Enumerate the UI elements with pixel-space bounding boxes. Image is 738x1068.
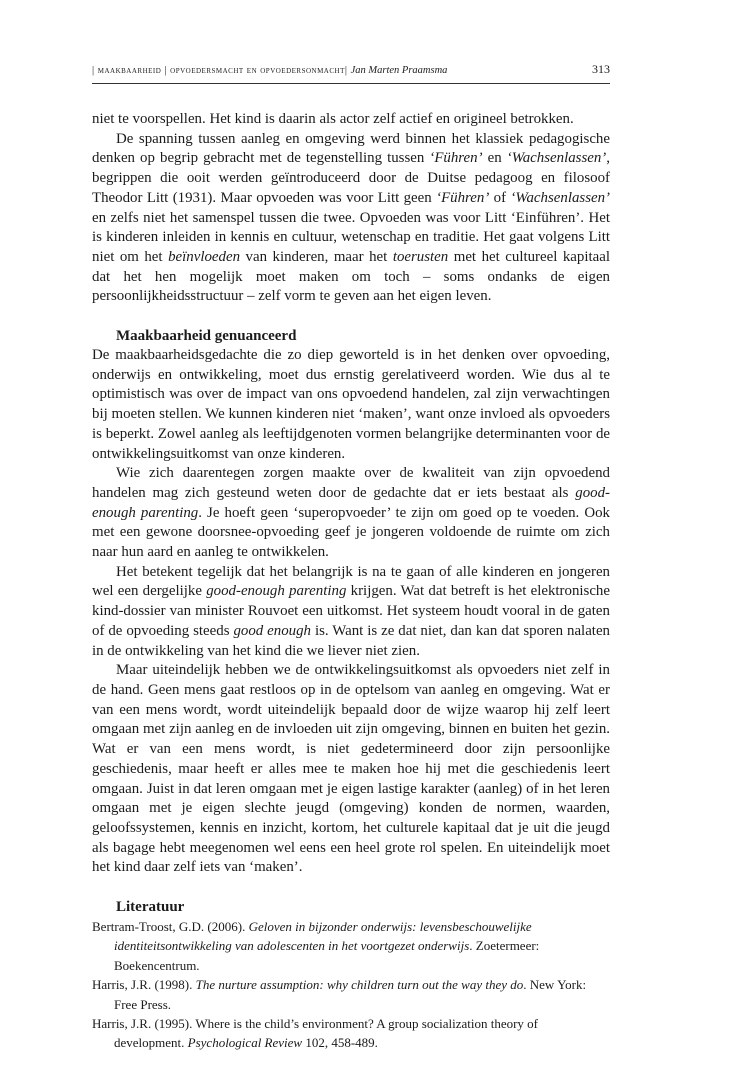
reference-list	[92, 917, 610, 1053]
italic-term: beïnvloeden	[168, 248, 241, 265]
page-number: 313	[592, 62, 610, 76]
text-run: en zelfs niet het samenspel tussen die twee. Opvoeden was voor Litt ‘Einführen’. Het is kinderen inleiden in kennis en cultuur, wetenschap en traditie. Het gaat volgens Litt niet om het	[92, 209, 610, 265]
paragraph-good-enough	[92, 464, 610, 563]
italic-term: ‘Führen’	[429, 150, 483, 167]
text-run: , begrippen die ooit werden geïntroduceerd door de Duitse pedagoog en filosoof Theodor Litt (1931). Maar opvoeden was voor Litt geen	[92, 150, 610, 206]
reference-item	[92, 1014, 610, 1053]
reference-title: Psychological Review	[187, 1035, 303, 1051]
header-separator: |	[344, 65, 351, 76]
reference-title: The nurture assumption: why children turn out the way they do	[195, 977, 524, 993]
book-page	[92, 62, 610, 1053]
text-run: is. Want is ze dat niet, dan kan dat sporen nalaten in de ontwikkeling van het kind die we liever niet zien.	[92, 622, 610, 659]
text-run: . Je hoeft geen ‘superopvoeder’ te zijn om goed op te voeden. Ook met een gewone doorsnee-opvoeding geef je jongeren voldoende de ruimte om zich naar hun aard en aanleg te ontwikkelen.	[92, 504, 610, 561]
italic-term: toerusten	[392, 248, 449, 265]
italic-term: ‘Wachsenlassen’	[510, 189, 610, 206]
reference-publisher: . New York: Free Press.	[114, 977, 587, 1012]
section-heading: Maakbaarheid genuanceerd	[116, 328, 297, 345]
italic-term: good enough	[233, 622, 312, 639]
italic-term: good-enough parenting	[92, 484, 610, 521]
reference-authors: Harris, J.R. (1995). Where is the child’s environment? A group socialization theory of development.	[92, 1016, 538, 1051]
text-run: Het betekent tegelijk dat het belangrijk is na te gaan of alle kinderen en jongeren wel een dergelijke	[92, 563, 610, 600]
italic-term: good-enough parenting	[206, 583, 347, 600]
text-run: krijgen. Wat dat betreft is het elektronische kind-dossier van minister Rouvoet een uitkomst. Het systeem houdt vooral in de gaten of de opvoeding steeds	[92, 583, 610, 639]
reference-item	[92, 917, 610, 975]
header-separator: |	[161, 65, 171, 76]
reference-authors: Harris, J.R. (1998).	[92, 977, 196, 993]
body-text	[92, 110, 610, 1053]
header-separator: |	[92, 65, 98, 76]
italic-term: ‘Führen’	[436, 189, 490, 206]
running-header	[92, 62, 610, 84]
reference-authors: Bertram-Troost, G.D. (2006).	[92, 919, 249, 935]
paragraph-conclusion: Maar uiteindelijk hebben we de ontwikkelingsuitkomst als opvoeders niet zelf in de hand. Geen mens gaat restloos op in de optelsom van aanleg en omgeving. Wat er van een mens wordt, wordt uiteindelijk bepaald door de wijze waarop hij zelf leert omgaan met zijn aanleg en de invloeden uit zijn omgeving, binnen en buiten het gezin. Wat er van een mens wordt, is niet gedetermineerd door zijn persoonlijke geschiedenis, maar heeft er alles mee te maken hoe hij met die geschiedenis leert omgaan. Juist in dat leren omgaan met je eigen lastige karakter (aanleg) of in het leren omgaan met je eigen slechte jeugd (omgeving) konden de normen, waarden, geloofssystemen, kennis en inzicht, kortom, het culturele kapitaal dat je uit die jeugd als bagage hebt meegenomen wel eens een heel grote rol spelen. En uiteindelijk moet het kind daar zelf iets van ‘maken’.	[92, 662, 610, 876]
text-run: of	[489, 189, 511, 206]
reference-publisher: 102, 458-489.	[302, 1035, 378, 1051]
reference-title: Geloven in bijzonder onderwijs: levensbeschouwelijke identiteitsontwikkeling van adolescenten in het voortgezet onderwijs	[114, 919, 532, 954]
section-title: maakbaarheid	[97, 65, 162, 76]
paragraph-kind-dossier	[92, 563, 610, 662]
paragraph-litt	[92, 130, 610, 307]
chapter-title: opvoedersmacht en opvoedersonmacht	[170, 65, 345, 76]
references-heading: Literatuur	[116, 899, 185, 916]
paragraph-maakbaarheid: De maakbaarheidsgedachte die zo diep geworteld is in het denken over opvoeding, onderwijs en ontwikkeling, moet dus ernstig gerelativeerd worden. Wie dus al te optimistisch was over de impact van ons opvoedend handelen, zal zijn verwachtingen bij moeten stellen. We kunnen kinderen niet ‘maken’, want onze invloed als opvoeders is beperkt. Zowel aanleg als leeftijdgenoten vormen belangrijke determinanten voor de ontwikkelingsuitkomst van onze kinderen.	[92, 347, 610, 462]
text-run: en	[482, 150, 507, 167]
paragraph-continuation: niet te voorspellen. Het kind is daarin als actor zelf actief en origineel betrokken.	[92, 111, 574, 127]
text-run: met het cultureel kapitaal dat het hen mogelijk moet maken om toch – soms ondanks de eigen persoonlijkheidsstructuur – zelf vorm te geven aan het eigen leven.	[92, 248, 610, 305]
reference-item	[92, 975, 610, 1014]
italic-term: ‘Wachsenlassen’	[506, 150, 607, 167]
text-run: van kinderen, maar het	[240, 248, 393, 265]
text-run: Wie zich daarentegen zorgen maakte over de kwaliteit van zijn opvoedend handelen mag zich gesteund weten door de gedachte dat er iets bestaat als	[92, 465, 610, 501]
running-header-title	[92, 65, 447, 76]
text-run: De spanning tussen aanleg en omgeving werd binnen het klassiek pedagogische denken op begrip gebracht met de tegenstelling tussen	[92, 130, 610, 167]
reference-publisher: . Zoetermeer: Boekencentrum.	[114, 938, 540, 973]
author-name: Jan Marten Praamsma	[350, 65, 448, 76]
